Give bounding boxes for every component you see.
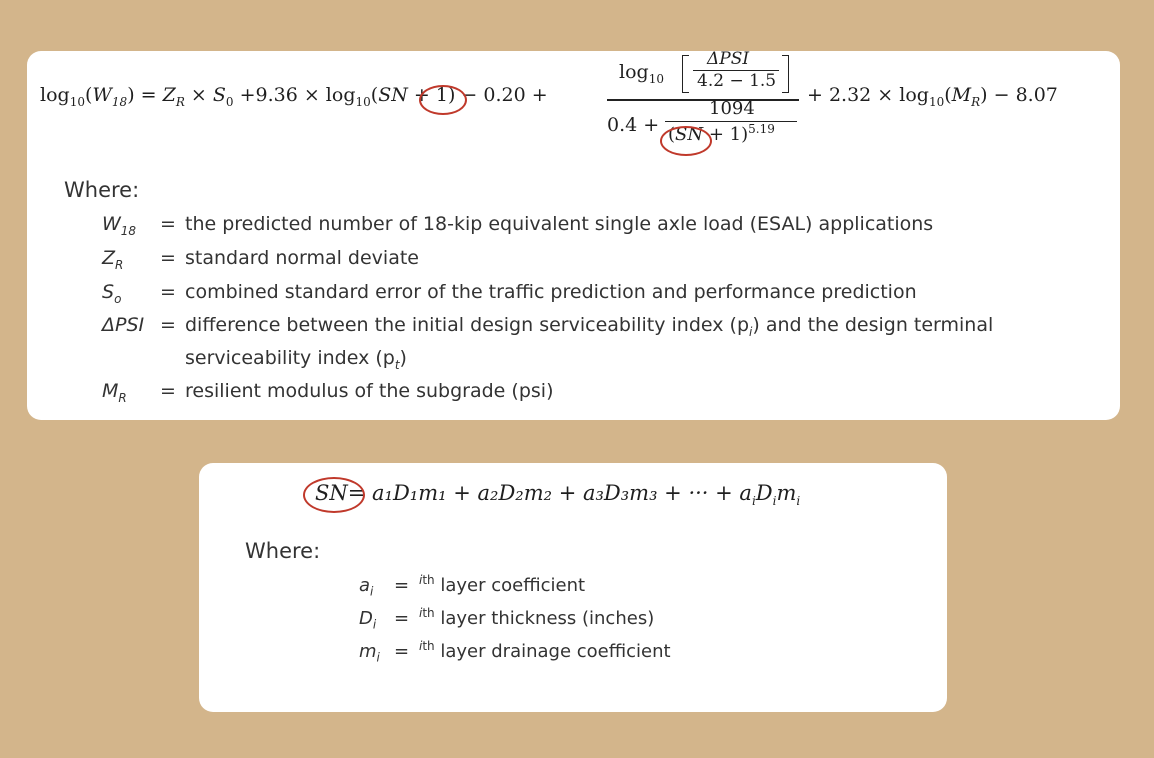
dpsi-denominator: 4.2 − 1.5 (697, 71, 777, 91)
main-fraction-line (607, 99, 799, 101)
where-label-2: Where: (245, 539, 321, 563)
sn-highlight-circle-3 (303, 477, 365, 513)
inner-denominator: (SN + 1)$^{5.19}$ (668, 122, 775, 145)
bracket-left (682, 55, 689, 93)
denominator-prefix: 0.4 + (607, 114, 660, 136)
inner-fraction-line (665, 121, 797, 122)
dpsi-numerator: ΔPSI (707, 49, 750, 69)
bracket-right (782, 55, 789, 93)
aashto-equation-card: $\log_{10}(W_{18}) = Z_R \times S_0 +9.36 \times \log_{10}(SN + 1) - 0.20$ + $\log_{10}$ ΔPSI 4.2 − 1.5 0.4 + 1094 (SN + 1)$^{5.19}$ + $2.32 \times \log_{10}(M_R) - 8.07$ Where: $W_{18}$ = the predicted number of 18-kip equivalent single axle load (ESAL) applications $Z_R$ = standard normal deviate $S_o$ = combined standard error of the traffic prediction and performance prediction ΔPSI = difference between the initial design serviceability index $(p_i)$ and the design terminal serviceability index $(p_t)$ $M_R$ = resilient modulus of the subgrade (psi) (27, 51, 1120, 420)
fraction-numerator-log: $\log_{10}$ (619, 61, 664, 86)
sn-highlight-circle (419, 85, 467, 115)
aashto-equation-right: + $2.32 \times \log_{10}(M_R) - 8.07$ (807, 84, 1058, 109)
sn-highlight-circle-2 (660, 126, 712, 156)
structural-number-card: SN= a₁D₁m₁ + a₂D₂m₂ + a₃D₃m₃ + ··· + $a_iD_im_i$ Where: $a_i$ = $^{ith}$ layer coefficient $D_i$ = $^{ith}$ layer thickness (inches) $m_i$ = $^{ith}$ layer drainage coefficient (199, 463, 947, 712)
inner-numerator: 1094 (709, 98, 755, 119)
where-label-1: Where: (64, 178, 140, 202)
aashto-equation-left: $\log_{10}(W_{18}) = Z_R \times S_0 +9.36 \times \log_{10}(SN + 1) - 0.20$ + (40, 84, 548, 109)
sn-equation: SN= a₁D₁m₁ + a₂D₂m₂ + a₃D₃m₃ + ··· + $a_iD_im_i$ (315, 481, 801, 509)
